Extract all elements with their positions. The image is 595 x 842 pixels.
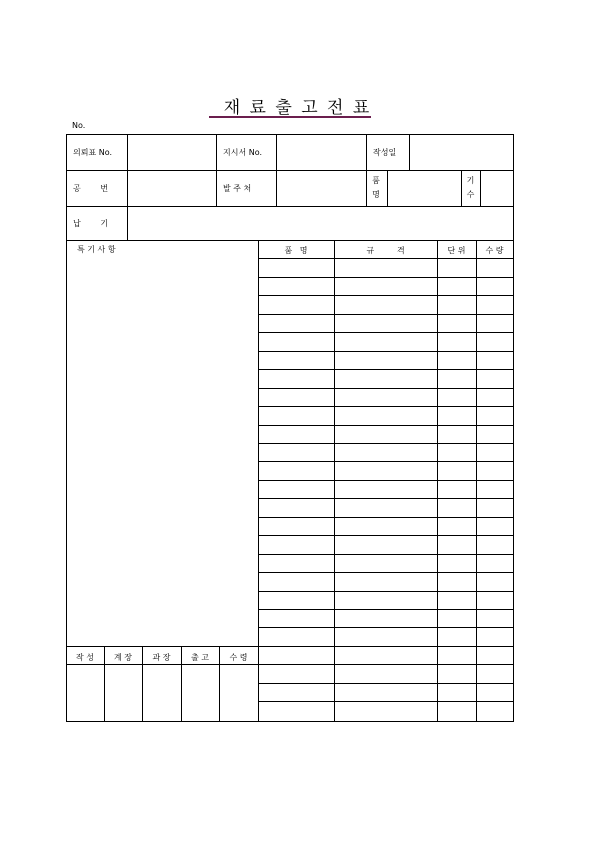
spec-column-header: 규 격 bbox=[366, 245, 405, 255]
table-row[interactable] bbox=[259, 315, 513, 332]
request-no-field[interactable] bbox=[127, 135, 216, 169]
table-row[interactable] bbox=[259, 278, 513, 295]
item-column-header: 품 명 bbox=[284, 245, 308, 255]
table-row[interactable] bbox=[259, 499, 513, 517]
grid-line bbox=[127, 134, 128, 241]
process-no-label: 공 번 bbox=[73, 183, 112, 193]
table-row-line bbox=[258, 683, 514, 684]
approval-receive-sign[interactable] bbox=[220, 667, 257, 720]
grid-line bbox=[66, 170, 514, 171]
table-row-line bbox=[258, 388, 514, 389]
client-field[interactable] bbox=[276, 171, 366, 205]
remarks-label: 특 기 사 항 bbox=[77, 245, 116, 254]
table-row-line bbox=[258, 572, 514, 573]
approval-issue-label: 출 고 bbox=[191, 652, 209, 662]
table-row-line bbox=[258, 701, 514, 702]
table-row[interactable] bbox=[259, 259, 513, 277]
table-border bbox=[66, 134, 514, 135]
table-row-line bbox=[258, 535, 514, 536]
approval-line bbox=[104, 646, 105, 722]
table-row[interactable] bbox=[259, 389, 513, 406]
table-row[interactable] bbox=[259, 536, 513, 554]
table-row-line bbox=[258, 554, 514, 555]
table-row[interactable] bbox=[259, 665, 513, 683]
table-row-line bbox=[258, 314, 514, 315]
client-label: 발 주 처 bbox=[223, 183, 252, 193]
table-row[interactable] bbox=[259, 592, 513, 609]
approval-line bbox=[219, 646, 220, 722]
table-row[interactable] bbox=[259, 610, 513, 627]
table-row-line bbox=[258, 646, 514, 647]
approval-manager-label: 과 장 bbox=[152, 652, 171, 662]
machine-field[interactable] bbox=[480, 171, 513, 205]
table-row-line bbox=[258, 425, 514, 426]
approval-line bbox=[66, 646, 259, 647]
approval-manager-sign[interactable] bbox=[143, 667, 180, 720]
machine-label-char-2: 수 bbox=[466, 190, 475, 199]
approval-writer-label: 작 성 bbox=[76, 652, 94, 662]
table-border bbox=[66, 721, 514, 722]
table-row[interactable] bbox=[259, 518, 513, 535]
grid-line bbox=[334, 240, 335, 722]
grid-line bbox=[437, 240, 438, 722]
grid-line bbox=[461, 170, 462, 207]
table-row-line bbox=[258, 369, 514, 370]
table-row[interactable] bbox=[259, 647, 513, 664]
order-no-field[interactable] bbox=[276, 135, 366, 169]
table-row-line bbox=[258, 351, 514, 352]
approval-chief-label: 계 장 bbox=[114, 652, 132, 662]
approval-line bbox=[181, 646, 182, 722]
table-row-line bbox=[258, 295, 514, 296]
delivery-label: 납 기 bbox=[73, 218, 112, 228]
table-row-line bbox=[258, 609, 514, 610]
table-row[interactable] bbox=[259, 462, 513, 480]
document-number-label: No. bbox=[72, 121, 86, 130]
table-row-line bbox=[258, 332, 514, 333]
grid-line bbox=[387, 170, 388, 207]
table-row[interactable] bbox=[259, 352, 513, 369]
table-row-line bbox=[258, 443, 514, 444]
date-label: 작성일 bbox=[373, 147, 397, 157]
table-row[interactable] bbox=[259, 573, 513, 591]
order-no-label: 지시서 No. bbox=[223, 147, 263, 157]
item-name-field[interactable] bbox=[387, 171, 461, 205]
grid-line bbox=[258, 240, 259, 722]
unit-column-header: 단 위 bbox=[447, 245, 466, 255]
approval-chief-sign[interactable] bbox=[105, 667, 141, 720]
table-row-line bbox=[258, 258, 514, 259]
table-border bbox=[513, 134, 514, 722]
table-row-line bbox=[258, 627, 514, 628]
table-row[interactable] bbox=[259, 444, 513, 461]
table-row-line bbox=[258, 664, 514, 665]
remarks-field[interactable] bbox=[66, 256, 258, 647]
table-row[interactable] bbox=[259, 296, 513, 314]
machine-label-char-1: 기 bbox=[466, 176, 475, 185]
table-row-line bbox=[258, 480, 514, 481]
form-title: 재 료 출 고 전 표 bbox=[223, 98, 372, 118]
item-name-label bbox=[366, 170, 386, 206]
table-row-line bbox=[258, 277, 514, 278]
grid-line bbox=[409, 134, 410, 171]
approval-issue-sign[interactable] bbox=[182, 667, 218, 720]
item-name-label-char-1: 품 bbox=[372, 176, 380, 185]
title-underline bbox=[209, 116, 371, 118]
process-no-field[interactable] bbox=[127, 171, 216, 205]
qty-column-header: 수 량 bbox=[485, 245, 504, 255]
grid-line bbox=[66, 240, 514, 241]
grid-line bbox=[476, 240, 477, 722]
table-row[interactable] bbox=[259, 426, 513, 443]
grid-line bbox=[66, 206, 514, 207]
table-border bbox=[66, 134, 67, 722]
grid-line bbox=[480, 170, 481, 207]
table-row[interactable] bbox=[259, 481, 513, 498]
table-row[interactable] bbox=[259, 628, 513, 646]
approval-line bbox=[66, 664, 259, 665]
table-row[interactable] bbox=[259, 407, 513, 425]
table-row[interactable] bbox=[259, 370, 513, 388]
table-row[interactable] bbox=[259, 684, 513, 701]
table-row-line bbox=[258, 406, 514, 407]
request-no-label: 의뢰표 No. bbox=[73, 147, 113, 157]
grid-line bbox=[216, 134, 217, 207]
table-row[interactable] bbox=[259, 555, 513, 572]
approval-line bbox=[142, 646, 143, 722]
grid-line bbox=[366, 134, 367, 207]
table-row-line bbox=[258, 517, 514, 518]
table-row-line bbox=[258, 591, 514, 592]
table-row-line bbox=[258, 498, 514, 499]
table-row[interactable] bbox=[259, 333, 513, 351]
date-field[interactable] bbox=[409, 135, 513, 169]
grid-line bbox=[276, 134, 277, 207]
approval-writer-sign[interactable] bbox=[67, 667, 103, 720]
delivery-field[interactable] bbox=[127, 207, 513, 239]
item-name-label-char-2: 명 bbox=[372, 190, 380, 199]
table-row-line bbox=[258, 461, 514, 462]
machine-label bbox=[462, 170, 479, 206]
approval-receive-label: 수 령 bbox=[229, 652, 248, 662]
